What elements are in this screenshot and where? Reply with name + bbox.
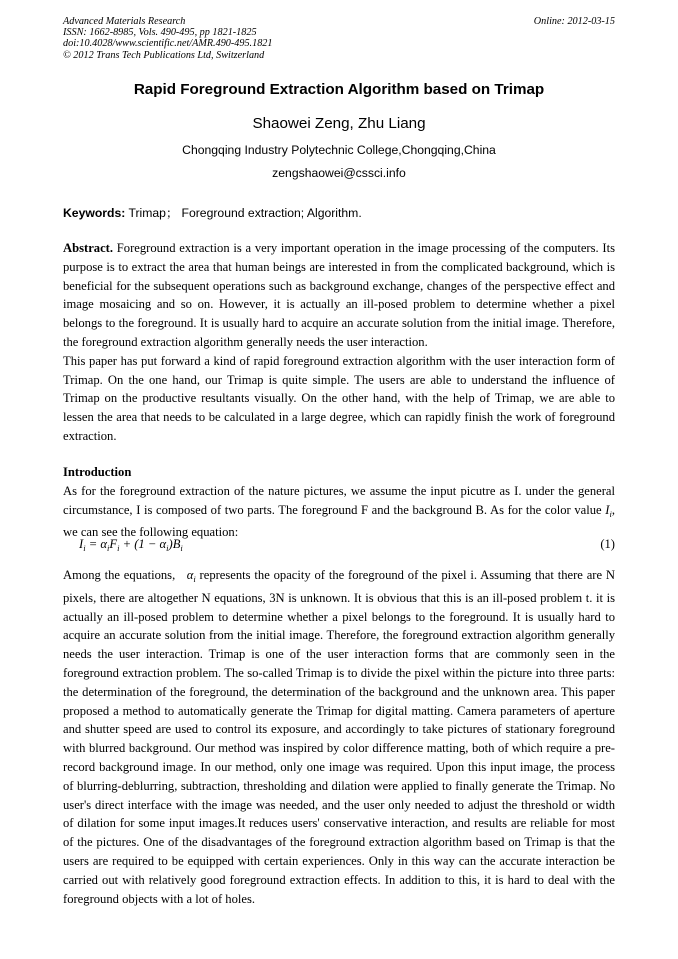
journal-copyright: © 2012 Trans Tech Publications Ltd, Switzerland [63, 49, 265, 61]
intro-paragraph-2 [63, 566, 615, 908]
paper-authors: Shaowei Zeng, Zhu Liang [252, 115, 426, 132]
eq-lhs-sub: i [83, 543, 86, 553]
abstract-paragraph-1 [63, 239, 615, 352]
eq-lhs: I [79, 537, 84, 551]
online-date: Online: 2012-03-15 [533, 16, 615, 27]
introduction-section [63, 463, 615, 542]
intro-text-2b: represents the opacity of the foreground of the pixel i. Assuming that there are N pixels, there are altogether N equations, 3N is unknown. It is obvious that this is an ill-posed problem t. it is actually an ill-posed problem to determine whether a pixel belongs to the foreground. It is usually hard to acquire an accurate solution from the initial image. Therefore, the foreground extraction algorithm generally needs the user interaction. Trimap is one of the user interaction forms that are commonly seen in the foreground extraction problem. The so-called Trimap is to divide the pixel within the picture into three parts: the determination of the foreground, the determination of the background and the unknown area. This paper proposed a method to automatically generate the Trimap for digital matting. Camera parameters of aperture and shutter speed are used to control its exposure, and accordingly to take pictures of stationary foreground with blurred background. Our method was inspired by color difference matting, both of which require a pre-record background image. In our method, only one image was required. Upon this input image, the process of blurring-deblurring, subtraction, thresholding and dilation were applied to finally generate the Trimap. No user's direct interface with the image was needed, and the user only needed to adjust the threshold or width of dilation for some input images.It reduces users' conservative interaction, and results are reliable for most of the pictures. One of the disadvantages of the foreground extraction algorithm based on Trimap is that the users are required to be equipped with certain experiences. Only in this way can the accurate interaction be carried out with relatively good foreground extraction effects. In addition to this, it is hard to deal with the foreground objects with a lot of holes. [63, 568, 615, 906]
eq-foreground: F [109, 537, 118, 551]
paper-title: Rapid Foreground Extraction Algorithm based on Trimap [133, 81, 545, 98]
abstract-section [63, 239, 615, 446]
abstract-label: Abstract. [63, 241, 114, 255]
eq-alpha2-sub: i [166, 543, 169, 553]
eq-alpha: = α [85, 537, 107, 551]
journal-issn: ISSN: 1662-8985, Vols. 490-495, pp 1821-1825 [63, 27, 257, 39]
keywords-label: Keywords: [63, 206, 126, 220]
equation-1 [63, 537, 615, 557]
eq-alpha-sub: i [106, 543, 110, 553]
color-value-symbol: I [605, 502, 610, 517]
author-email: zengshaowei@cssci.info [272, 166, 406, 180]
equation-number: (1) [600, 537, 615, 551]
introduction-continued [63, 566, 615, 908]
eq-foreground-sub: i [117, 543, 120, 553]
equation-expression [79, 537, 183, 553]
journal-doi: doi:10.4028/www.scientific.net/AMR.490-495.1821 [63, 38, 273, 50]
keywords-line [63, 204, 362, 221]
eq-background-sub: i [180, 543, 183, 553]
alpha-subscript: i [193, 574, 196, 584]
alpha-symbol: α [186, 568, 194, 582]
intro-paragraph-1 [63, 482, 615, 542]
intro-text-1a: As for the foreground extraction of the nature pictures, we assume the input picutre as I. under the general circumstance, I is composed of two parts. The foreground F and the background B. As for the color value [63, 483, 615, 517]
journal-header [63, 16, 272, 61]
paper-affiliation: Chongqing Industry Polytechnic College,Chongqing,China [182, 143, 496, 157]
intro-text-1b: , we can see the following equation: [63, 502, 615, 540]
abstract-text-1: Foreground extraction is a very important operation in the image processing of the computers. Its purpose is to extract the area that human beings are interested in from the complicated background, which is beneficial for the subsequent operations such as background exchange, changes of the perspective effect and image mosaicing and so on. However, it is actually an ill-posed problem to determine whether a pixel belongs to the foreground. It is usually hard to acquire an accurate solution from the initial image. Therefore, the foreground extraction algorithm generally needs the user interaction. [63, 241, 615, 349]
keywords-text: Trimap； Foreground extraction; Algorithm. [128, 206, 362, 220]
journal-name: Advanced Materials Research [63, 16, 186, 27]
introduction-heading: Introduction [63, 465, 132, 479]
eq-background: )B [168, 537, 181, 551]
intro-text-2a: Among the equations, [63, 568, 176, 582]
color-value-subscript: i [609, 508, 612, 519]
eq-one-minus-alpha: + (1 − α [119, 537, 167, 551]
abstract-paragraph-2: This paper has put forward a kind of rapid foreground extraction algorithm with the user interaction form of Trimap. On the one hand, our Trimap is quite simple. The users are able to understand the influence of Trimap on the productive resultants visually. On the other hand, with the help of Trimap, we are able to lessen the area that needs to be calculated in a large degree, which can rapidly finish the work of foreground extraction. [63, 353, 615, 443]
